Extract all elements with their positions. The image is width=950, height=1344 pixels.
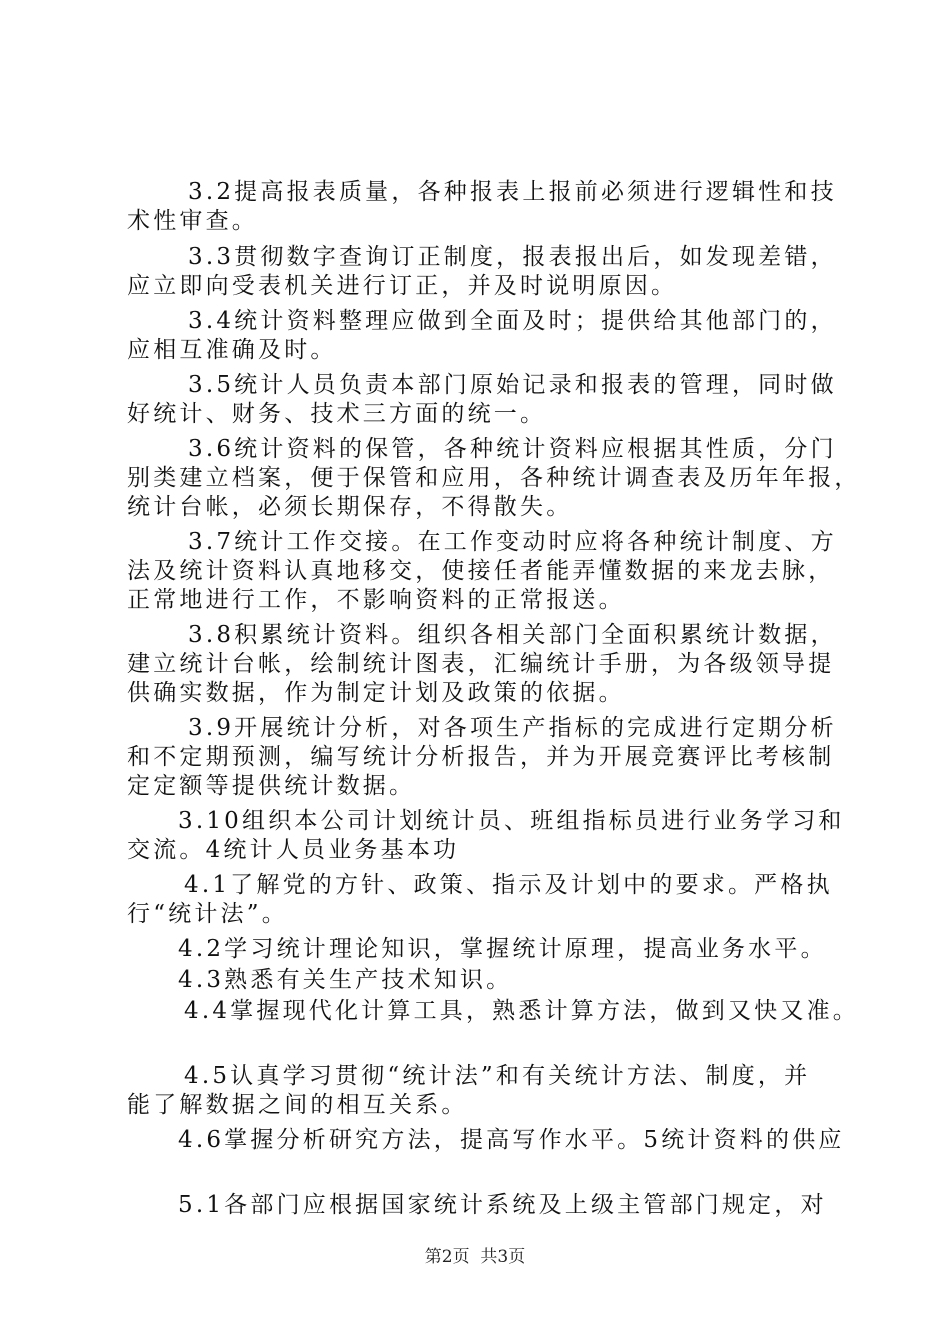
text-line: 5.1各部门应根据国家统计系统及上级主管部门规定，对 <box>178 1192 827 1218</box>
text-line: 4.4掌握现代化计算工具，熟悉计算方法，做到又快又准。 <box>184 998 859 1024</box>
text-line: 3.10组织本公司计划统计员、班组指标员进行业务学习和 <box>178 808 845 834</box>
text-line: 能了解数据之间的相互关系。 <box>127 1092 468 1118</box>
text-line: 3.4统计资料整理应做到全面及时；提供给其他部门的， <box>188 308 837 334</box>
text-line: 3.2提高报表质量，各种报表上报前必须进行逻辑性和技 <box>188 179 837 205</box>
text-line: 4.5认真学习贯彻“统计法”和有关统计方法、制度，并 <box>184 1063 811 1089</box>
text-line: 应相互准确及时。 <box>127 337 337 363</box>
text-line: 3.8积累统计资料。组织各相关部门全面积累统计数据， <box>188 622 837 648</box>
text-line: 别类建立档案，便于保管和应用，各种统计调查表及历年年报， <box>127 465 861 491</box>
text-line: 行“统计法”。 <box>127 901 288 927</box>
text-line: 建立统计台帐，绘制统计图表，汇编统计手册，为各级领导提 <box>127 651 835 677</box>
text-line: 术性审查。 <box>127 208 258 234</box>
text-line: 3.3贯彻数字查询订正制度，报表报出后，如发现差错， <box>188 244 837 270</box>
text-line: 好统计、财务、技术三方面的统一。 <box>127 401 547 427</box>
text-line: 供确实数据，作为制定计划及政策的依据。 <box>127 680 625 706</box>
text-line: 3.5统计人员负责本部门原始记录和报表的管理，同时做 <box>188 372 837 398</box>
text-line: 4.1了解党的方针、政策、指示及计划中的要求。严格执 <box>184 872 833 898</box>
text-line: 4.3熟悉有关生产技术知识。 <box>178 967 513 993</box>
text-line: 交流。4统计人员业务基本功 <box>127 837 460 863</box>
text-line: 4.2学习统计理论知识，掌握统计原理，提高业务水平。 <box>178 936 827 962</box>
text-line: 统计台帐，必须长期保存，不得散失。 <box>127 494 573 520</box>
text-line: 和不定期预测，编写统计分析报告，并为开展竞赛评比考核制 <box>127 744 835 770</box>
text-line: 3.6统计资料的保管，各种统计资料应根据其性质，分门 <box>188 436 837 462</box>
page-number-footer: 第2页 共3页 <box>424 1247 526 1267</box>
text-line: 应立即向受表机关进行订正，并及时说明原因。 <box>127 273 678 299</box>
text-line: 4.6掌握分析研究方法，提高写作水平。5统计资料的供应 <box>178 1127 845 1153</box>
text-line: 法及统计资料认真地移交，使接任者能弄懂数据的来龙去脉， <box>127 558 835 584</box>
text-line: 3.9开展统计分析，对各项生产指标的完成进行定期分析 <box>188 715 837 741</box>
text-line: 正常地进行工作，不影响资料的正常报送。 <box>127 587 625 613</box>
text-line: 定定额等提供统计数据。 <box>127 773 416 799</box>
text-line: 3.7统计工作交接。在工作变动时应将各种统计制度、方 <box>188 529 837 555</box>
